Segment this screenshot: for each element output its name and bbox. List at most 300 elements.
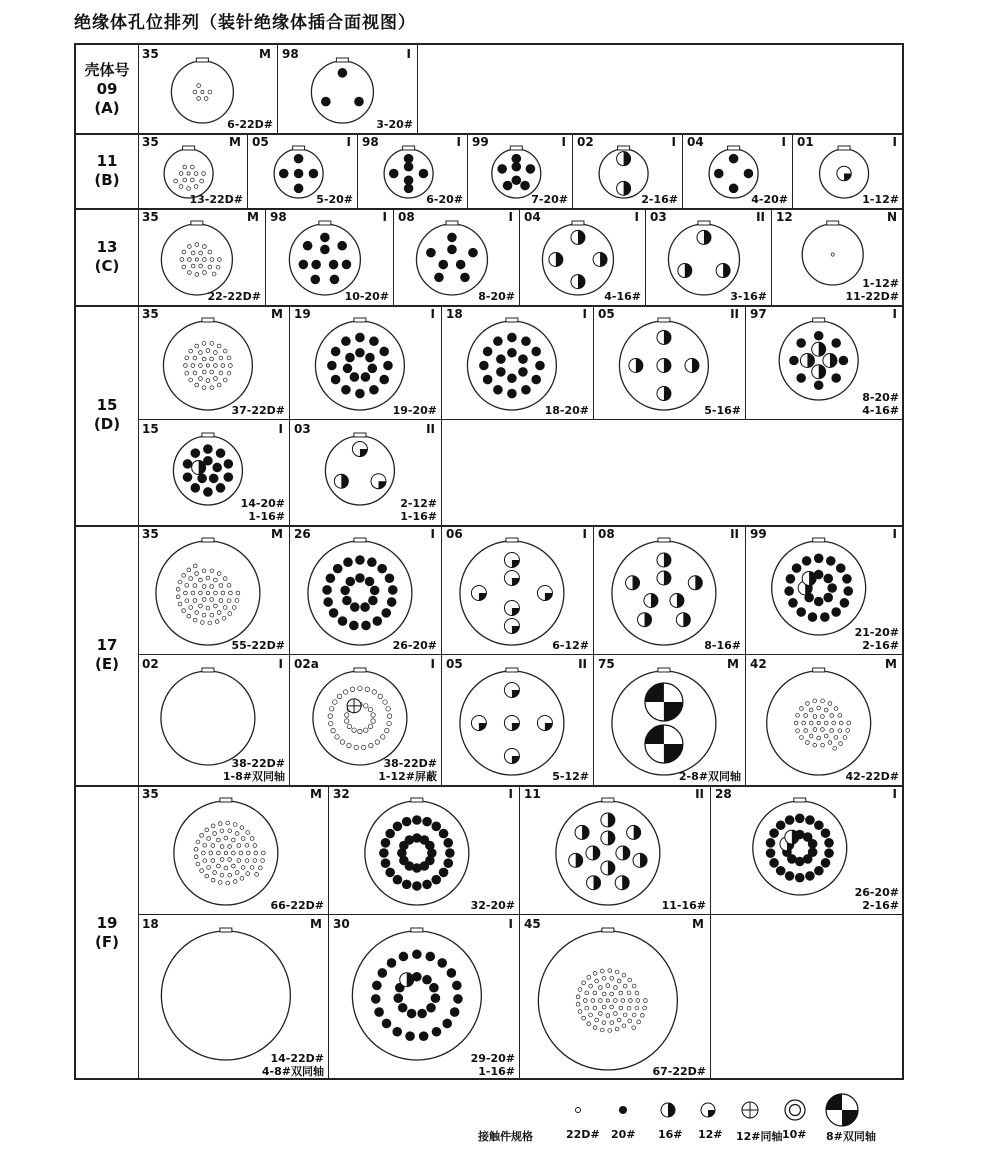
contact-22d [622,1024,626,1028]
contact-20 [407,1009,417,1019]
keyway-mark [202,318,214,322]
contact-20 [821,858,831,868]
contact-20 [431,875,441,885]
contact-22d [228,858,232,862]
contact-22d [623,1013,627,1017]
contact-22d [833,746,837,750]
contact-20 [483,375,493,385]
contact-22d [189,606,193,610]
contact-22d [582,1016,586,1020]
contact-22d [190,178,194,182]
contact-spec: 3-16# [730,290,767,303]
contact-22d [834,736,838,740]
contact-20 [412,949,422,959]
contact-22d [182,250,186,254]
shell-size-label: 11 [96,151,118,170]
contact-22d [628,978,632,982]
insert-cell [138,420,290,525]
contact-22d [229,591,233,595]
contact-spec: 3-20# [376,118,413,131]
contact-20 [456,260,466,270]
contact-22d [246,872,250,876]
contact-22d [191,251,195,255]
keyway-mark [202,668,214,672]
contact-22d [219,599,223,603]
contact-22d [254,851,258,855]
contact-20 [434,273,444,283]
contact-20 [827,583,837,593]
arrangement-code: 02 [577,135,594,149]
contact-22d [387,714,392,719]
contact-20 [387,597,397,607]
arrangement-code: 08 [398,210,415,224]
contact-22d [809,721,813,725]
contact-20 [744,169,754,179]
insert-cell [594,655,746,785]
contact-20 [729,154,739,164]
contact-20 [836,563,846,573]
contact-22d [354,745,359,750]
contact-22d [214,377,218,381]
contact-22d [593,1006,597,1010]
contact-20 [419,1031,429,1041]
contact-20 [378,968,388,978]
contact-20 [831,338,841,348]
contact-22d [178,602,182,606]
service-class: II [426,422,435,436]
contact-spec: 67-22D# [652,1065,706,1078]
contact-22d [378,694,383,699]
contact-22d [587,1022,591,1026]
contact-20 [521,336,531,346]
contact-20 [823,574,833,584]
filled-dot-icon [619,1106,627,1114]
arrangement-code: 45 [524,917,541,931]
contact-22d [369,743,374,748]
keyway-mark [572,221,584,225]
contact-22d [386,707,391,712]
contact-20 [338,616,348,626]
service-class: I [508,917,513,931]
contact-20 [512,162,522,172]
shell-size-label: 09 [96,79,118,98]
contact-spec: 1-12# [862,193,899,206]
contact-22d [371,713,376,718]
contact-22d [189,349,193,353]
contact-spec: 18-20# [544,404,589,417]
contact-20 [507,373,517,383]
service-class: M [271,307,283,321]
contact-20 [331,347,341,357]
contact-20 [191,483,201,493]
service-class: I [781,135,786,149]
contact-20 [381,608,391,618]
contact-22d [608,1029,612,1033]
contact-22d [204,97,208,101]
contact-20 [831,373,841,383]
contact-22d [210,569,214,573]
contact-20 [360,602,370,612]
contact-22d [224,836,228,840]
contact-22d [229,364,233,368]
contact-22d [220,845,224,849]
contact-spec: 21-20# 2-16# [854,626,899,652]
contact-22d [215,620,219,624]
contact-22d [802,721,806,725]
contact-22d [193,356,197,360]
insert-cell [266,208,394,305]
contact-22d [375,740,380,745]
contact-22d [329,707,334,712]
contact-20 [417,1009,427,1019]
arrangement-code: 35 [142,135,159,149]
contact-22d [202,598,206,602]
contact-22d [617,1018,621,1022]
contact-22d [804,714,808,718]
arrangement-code: 02 [142,657,159,671]
contact-22d [208,265,212,269]
service-class: M [727,657,739,671]
contact-22d [213,871,217,875]
insert-cell [138,133,248,208]
contact-20 [368,596,378,606]
contact-22d [231,851,235,855]
contact-22d [245,843,249,847]
service-class: I [582,307,587,321]
contact-22d [250,866,254,870]
contact-22d [195,273,199,277]
contact-20 [333,564,343,574]
insert-outline [313,671,407,765]
contact-22d [613,986,617,990]
contact-20 [447,233,457,243]
contact-22d [361,745,366,750]
contact-22d [183,165,187,169]
contact-22d [197,97,201,101]
contact-20 [526,164,536,174]
contact-22d [623,984,627,988]
keyway-mark [202,538,214,542]
contact-20 [294,184,304,194]
contact-20 [445,848,455,858]
contact-22d [632,1026,636,1030]
arrangement-code: 04 [687,135,704,149]
contact-20 [432,1027,442,1037]
contact-22d [834,707,838,711]
keyway-mark [813,318,825,322]
contact-20 [795,873,805,883]
contact-22d [622,973,626,977]
insert-face-drawing [594,525,746,655]
contact-22d [598,1012,602,1016]
contact-20 [183,472,193,482]
contact-22d [635,991,639,995]
contact-20 [369,385,379,395]
contact-spec: 1-12# 11-22D# [845,277,899,303]
insert-cell [290,525,442,655]
contact-22d [343,690,348,695]
keyway-mark [354,538,366,542]
contact-22d [211,878,215,882]
arrangement-code: 35 [142,787,159,801]
contact-spec: 8-16# [704,639,741,652]
contact-22d [602,992,606,996]
contact-22d [203,843,207,847]
contact-20 [426,248,436,258]
arrangement-code: 19 [294,307,311,321]
contact-22d [800,736,804,740]
contact-22d [180,258,184,262]
contact-20 [503,181,513,191]
shell-series-label: (A) [94,98,120,117]
contact-20 [321,97,331,107]
contact-20 [299,260,309,270]
keyway-mark [196,58,208,62]
arrangement-code: 18 [446,307,463,321]
contact-22d [387,721,392,726]
contact-22d [593,1026,597,1030]
contact-spec: 26-20# 2-16# [854,886,899,912]
contact-22d [206,606,210,610]
contact-22d [821,728,825,732]
contact-22d [187,614,191,618]
contact-20 [426,1003,436,1013]
contact-spec: 19-20# [392,404,437,417]
arrangement-code: 35 [142,307,159,321]
contact-22d [191,591,195,595]
keyway-mark [658,668,670,672]
contact-22d [218,881,222,885]
contact-22d [219,584,223,588]
contact-22d [183,178,187,182]
contact-22d [627,991,631,995]
contact-20 [350,602,360,612]
insert-cell [520,785,711,915]
contact-22d [202,172,206,176]
contact-22d [223,577,227,581]
contact-22d [210,386,214,390]
contact-20 [814,380,824,390]
insert-cell [711,785,904,915]
contact-22d [219,356,223,360]
keyway-mark [506,538,518,542]
contact-spec: 2-16# [641,193,678,206]
insert-cell [746,525,904,655]
keyway-mark [183,146,195,150]
contact-20 [399,952,409,962]
contact-20 [776,820,786,830]
contact-22d [368,707,373,712]
contact-22d [632,984,636,988]
contact-22d [199,264,203,268]
keyway-mark [293,146,305,150]
arrangement-code: 04 [524,210,541,224]
contact-spec: 8-20# [478,290,515,303]
contact-22d [846,729,850,733]
contact-22d [240,826,244,830]
keyway-mark [838,146,850,150]
contact-22d [828,741,832,745]
contact-22d [619,1006,623,1010]
legend-label: 接触件规格 [478,1130,533,1143]
service-class: M [229,135,241,149]
service-class: I [430,657,435,671]
service-class: II [730,527,739,541]
insert-face-drawing [594,305,746,420]
contact-22d [202,357,206,361]
contact-22d [200,833,204,837]
contact-22d [176,587,180,591]
contact-22d [258,866,262,870]
contact-20 [311,260,321,270]
contact-spec: 37-22D# [231,404,285,417]
contact-22d [227,356,231,360]
insert-cell [594,305,746,420]
arrangement-code: 99 [472,135,489,149]
contact-22d [821,699,825,703]
contact-20 [341,385,351,395]
contact-22d [585,991,589,995]
keyway-mark [658,538,670,542]
contact-20 [330,275,340,285]
insert-face-drawing [290,305,442,420]
contact-22d [176,595,180,599]
contact-20 [405,835,415,845]
legend-item-label: 10# [782,1128,807,1141]
contact-22d [589,984,593,988]
contact-22d [193,371,197,375]
contact-22d [231,838,235,842]
keyway-mark [336,58,348,62]
contact-22d [838,729,842,733]
contact-22d [228,845,232,849]
contact-22d [202,569,206,573]
contact-20 [442,1019,452,1029]
insert-face-drawing [138,305,290,420]
insert-cell [683,133,793,208]
contact-20 [387,958,397,968]
contact-22d [632,1013,636,1017]
contact-22d [202,585,206,589]
service-class: I [671,135,676,149]
contact-22d [208,250,212,254]
contact-22d [187,187,191,191]
page-title: 绝缘体孔位排列（装针绝缘体插合面视图） [74,13,416,33]
contact-22d [824,734,828,738]
contact-20 [381,838,391,848]
contact-20 [203,444,213,454]
contact-22d [197,84,201,88]
shell-series-label: (B) [94,170,120,189]
contact-20 [355,555,365,565]
contact-20 [402,880,412,890]
keyway-mark [813,538,825,542]
contact-22d [202,271,206,275]
contact-spec: 5-12# [552,770,589,783]
contact-20 [776,866,786,876]
keyway-mark [446,221,458,225]
contact-22d [207,866,211,870]
arrangement-code: 35 [142,527,159,541]
insert-cell [138,305,290,420]
contact-20 [379,848,389,858]
contact-22d [606,1014,610,1018]
contact-22d [200,869,204,873]
arrangement-code: 42 [750,657,767,671]
contact-22d [211,844,215,848]
contact-22d [593,971,597,975]
shell-header-label: 壳体号 [84,60,130,79]
contact-spec: 6-20# [426,193,463,206]
contact-20 [422,880,432,890]
contact-22d [223,378,227,382]
contact-20 [431,822,441,832]
contact-spec: 42-22D# [845,770,899,783]
contact-22d [202,245,206,249]
contact-22d [210,370,214,374]
contact-22d [200,179,204,183]
service-class: II [730,307,739,321]
insert-face-drawing [442,655,594,785]
contact-22d [385,728,390,733]
contact-20 [531,347,541,357]
contact-22d [214,604,218,608]
contact-spec: 55-22D# [231,639,285,652]
contact-20 [493,385,503,395]
shell-size-label: 19 [96,913,118,932]
insert-cell [138,45,278,133]
contact-20 [310,275,320,285]
contact-22d [613,999,617,1003]
contact-22d [202,258,206,262]
contact-22d [195,344,199,348]
shell-size-label: 15 [96,396,118,414]
contact-20 [341,336,351,346]
contact-20 [404,175,414,185]
contact-20 [831,607,841,617]
insert-cell [290,655,442,785]
insert-cell [329,915,520,1080]
contact-20 [404,162,414,172]
contact-22d [635,1006,639,1010]
contact-20 [619,1106,627,1114]
contact-20 [814,820,824,830]
contact-22d [205,828,209,832]
contact-spec: 7-20# [531,193,568,206]
contact-22d [809,734,813,738]
contact-20 [766,838,776,848]
contact-22d [178,580,182,584]
contact-22d [232,606,236,610]
contact-20 [402,817,412,827]
contact-20 [383,361,393,371]
contact-22d [583,999,587,1003]
contact-22d [347,743,352,748]
contact-22d [189,577,193,581]
contact-22d [600,969,604,973]
contact-20 [507,333,517,343]
service-class: N [886,210,897,224]
insert-cell [746,305,904,420]
legend-item-label: 12#同轴 [736,1130,783,1143]
contact-22d [600,1028,604,1032]
contact-22d [194,172,198,176]
contact-22d [824,708,828,712]
contact-spec: 26-20# [392,639,437,652]
contact-20 [824,848,834,858]
contact-22d [228,612,232,616]
contact-22d [199,351,203,355]
